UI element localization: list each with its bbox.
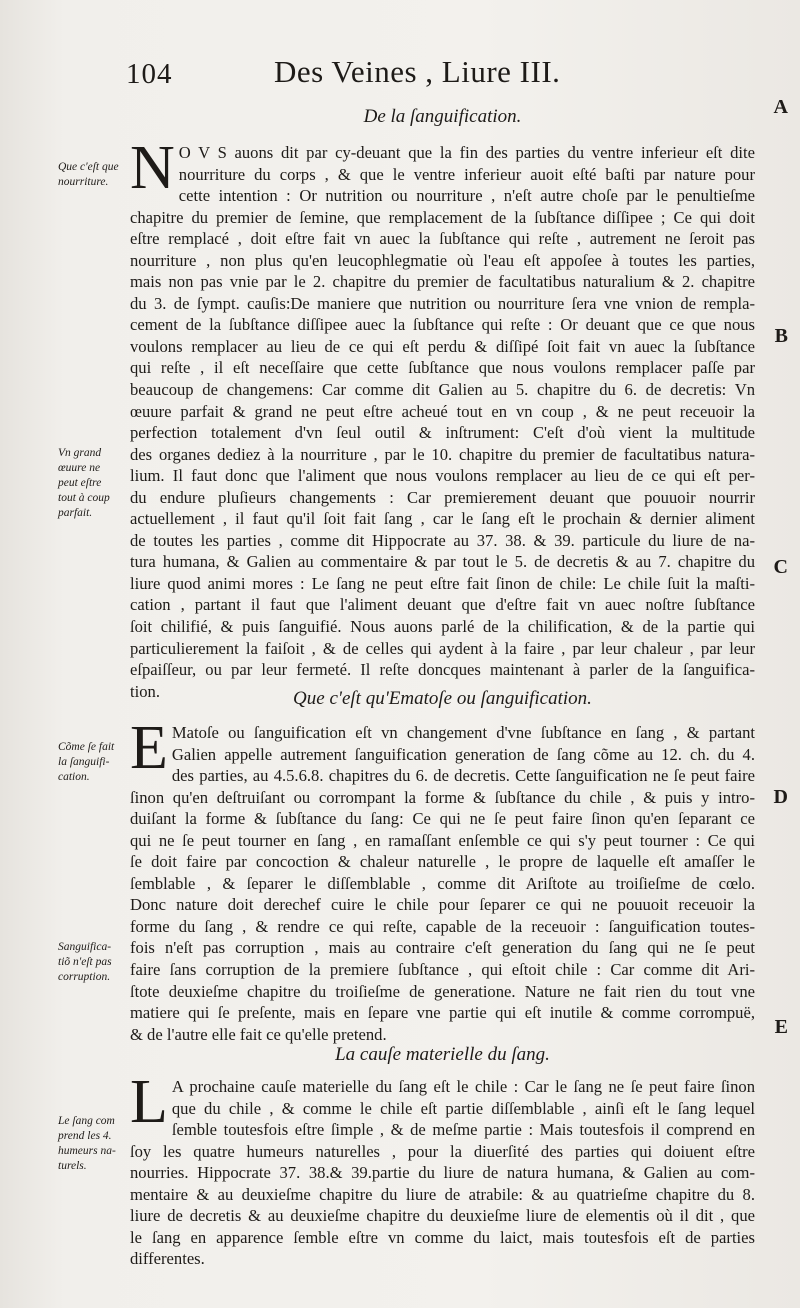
drop-cap: E: [130, 714, 168, 782]
text-line: nourriture du corps , & que le ventre inferieur auoit eſté baſti par nature pour: [178, 164, 755, 184]
section-heading: La cauſe materielle du ſang.: [335, 1044, 550, 1065]
text-line: cation , partant il faut que l'aliment deuant que d'eſtre fait vn auec noſtre ſubſtance: [130, 595, 755, 615]
text-line: qui reſte , il eſt neceſſaire que cette ſubſtance que nous voulons remplacer paſſe par: [130, 358, 755, 378]
text-line: du endure pluſieurs changements : Car premierement deuant que pouuoir nourrir: [130, 487, 755, 507]
text-line: ſe doit faire par concoction & chaleur naturelle , le propre de laquelle eſt amaſſer le: [130, 852, 755, 872]
text-line: Galien appelle autrement ſanguification generation de ſang cõme au 12. ch. du 4.: [171, 744, 755, 764]
text-line: de toutes les parties , comme dit Hippocrate au 37. 38. & 39. particule du liure de na-: [130, 530, 755, 550]
text-line: perfection totalement d'vn ſeul outil & inſtrument: C'eſt d'où vient la multitude: [130, 423, 755, 443]
body-paragraph: [130, 1068, 755, 1270]
page-header: [122, 52, 742, 96]
drop-cap: N: [130, 134, 175, 202]
text-line: que du chile , & comme le chile eſt partie diſſemblable , ainſi eſt le ſang lequel: [171, 1098, 755, 1118]
body-paragraph: [130, 714, 755, 1045]
text-line: eſtre remplacé , doit eſtre fait vn auec la ſubſtance qui reſte , autrement ne ſeroit pas: [130, 229, 755, 249]
text-line: particulierement la faiſoit , & de celles qui aydent à la faire , par leur chaleur , par leur: [130, 638, 755, 658]
text-line: & de l'autre elle fait ce qu'elle pretend.: [130, 1024, 387, 1044]
text-line: cement de la ſubſtance diſſipee auec la ſubſtance qui reſte : Or deuant que ce que nous: [130, 315, 755, 335]
text-line: du 3. de ſympt. cauſis:De maniere que nutrition ou nourriture ſera vne vnion de rempla-: [130, 293, 755, 313]
text-line: voulons remplacer au lieu de ce qui eſt perdu & diſſipé ſoit fait vn auec la ſubſtance: [130, 336, 755, 356]
text-line: Donc nature doit derechef cuire le chile pour ſeparer ce qui ne pouuoit receuoir la: [130, 895, 755, 915]
running-title: Des Veines , Liure III.: [274, 54, 561, 89]
text-line: qui ne ſe peut tourner en ſang , en ramaſſant enſemble ce qui s'y peut tourner : Ce qui: [130, 830, 755, 850]
text-line: eſpaiſſeur, ou par leur fermeté. Il reſte doncques maintenant à parler de la ſanguifica-: [130, 660, 755, 680]
section-letter-a: A: [773, 96, 788, 118]
text-line: chapitre du premier de ſemine, que remplacement de la ſubſtance diſſipee ; Ce qui doit: [130, 207, 755, 227]
text-line: matiere qui ſe preſente, mais en ſepare vne partie qui eſt inutile & comme corrompuë,: [130, 1003, 755, 1023]
text-line: A prochaine cauſe materielle du ſang eſt le chile : Car le ſang ne ſe peut faire ſinon: [171, 1077, 755, 1096]
text-line: ſoit chilifié, & puis ſanguifié. Nous auons parlé de la chilification, & de la partie qui: [130, 617, 755, 637]
text-line: des parties, au 4.5.6.8. chapitres du 6. de decretis. Cette ſanguification ne ſe peut faire: [171, 766, 755, 786]
page-number: 104: [126, 58, 173, 90]
section-letter-b: B: [774, 325, 788, 347]
text-line: duiſant la forme & ſubſtance du ſang: Ce qui ne ſe peut faire ſinon qu'en ſeparant ce: [130, 809, 755, 829]
text-line: O V S auons dit par cy-deuant que la fin des parties du ventre inferieur eſt dite: [178, 143, 755, 162]
text-line: actuellement , il faut qu'il ſoit fait ſang , car le ſang eſt le prochain & dernier aliment: [130, 509, 755, 529]
section-heading: De la ſanguification.: [363, 106, 522, 127]
text-line: Matoſe ou ſanguification eſt vn changement d'vne ſubſtance en ſang , & partant: [171, 723, 755, 742]
margin-note: Le ſang com prend les 4. humeurs na- turels.: [58, 1115, 116, 1172]
text-line: ſemblable , & ſeparer le diſſemblable , comme dit Ariſtote au troiſieſme de cœlo.: [130, 873, 755, 893]
margin-note: Cõme ſe fait la ſanguifi- cation.: [58, 741, 115, 783]
text-line: faire ſans corruption de la premiere ſubſtance , qui eſtoit chile : Car comme dit Ari-: [130, 960, 755, 980]
text-line: ſoy les quatre humeurs naturelles , pour la diuerſité des parties qui doiuent eſtre: [130, 1141, 755, 1161]
text-line: nourries. Hippocrate 37. 38.& 39.partie du liure de natura humana, & Galien au com-: [130, 1163, 755, 1183]
text-line: nourriture , non plus qu'en leucophlegmatie où l'eau eſt appoſee à toutes les parties,: [130, 250, 755, 270]
text-line: ſinon qu'en deſtruiſant ou corrompant la forme & ſubſtance du chile , & puis y intro-: [130, 787, 755, 807]
text-line: liure quod animi mores : Le ſang ne peut eſtre fait ſinon de chile: Le chile ſuit la maſti-: [130, 573, 755, 593]
text-line: differentes.: [130, 1249, 205, 1269]
section-letter-c: C: [773, 556, 788, 578]
text-line: tion.: [130, 681, 160, 701]
section-letter-e: E: [774, 1016, 788, 1038]
text-line: mais non pas vnie par le 2. chapitre du premier de facultatibus naturalium & 2. chapitre: [130, 272, 755, 292]
text-line: cette intention : Or nutrition ou nourriture , n'eſt autre choſe par le penultieſme: [178, 186, 755, 206]
text-line: ſemble toutesfois eſtre ſimple , & de meſme partie : Mais toutesfois il comprend en: [171, 1120, 755, 1140]
text-line: mentaire & au deuxieſme chapitre du liure de atrabile: & au quatrieſme chapitre du 8.: [130, 1184, 755, 1204]
margin-note: Que c'eſt que nourriture.: [58, 161, 119, 188]
text-line: liure de decretis & au deuxieſme chapitre du deuxieſme liure de elementis où il dit , que: [130, 1206, 755, 1226]
section-letter-d: D: [773, 786, 788, 808]
margin-note: Sanguifica- tiõ n'eſt pas corruption.: [58, 941, 112, 983]
section-heading: Que c'eſt qu'Ematoſe ou ſanguification.: [293, 688, 592, 709]
drop-cap: L: [130, 1068, 168, 1136]
text-line: lium. Il faut donc que l'aliment que nous voulons remplacer au lieu de ce qui eſt per-: [130, 466, 755, 486]
text-line: le ſang en apparence ſemble eſtre vn comme du laict, mais toutesfois eſt de parties: [130, 1227, 755, 1247]
text-line: tura humana, & Galien au commentaire & par tout le 5. de decretis & au 7. chapitre du: [130, 552, 755, 572]
text-line: ſtote deuxieſme chapitre du troiſieſme de generatione. Nature ne fait rien du tout vne: [130, 981, 755, 1001]
margin-note: Vn grand œuure ne peut eſtre tout à coup parfait.: [58, 447, 110, 519]
text-line: œuure parfait & grand ne peut eſtre acheué tout en vn coup , & ne peut receuoir la: [130, 401, 755, 421]
text-line: fois n'eſt pas corruption , mais au contraire c'eſt generation du ſang qui ne ſe peut: [130, 938, 755, 958]
text-line: beaucoup de changemens: Car comme dit Galien au 5. chapitre du 6. de decretis: Vn: [130, 380, 755, 400]
text-line: forme du ſang , & rendre ce qui reſte, capable de la receuoir : ſanguification toutes-: [130, 916, 755, 936]
body-paragraph: [130, 134, 755, 702]
text-line: des organes dediez à la nourriture , par le 10. chapitre du premier de facultatibus natura-: [130, 444, 755, 464]
